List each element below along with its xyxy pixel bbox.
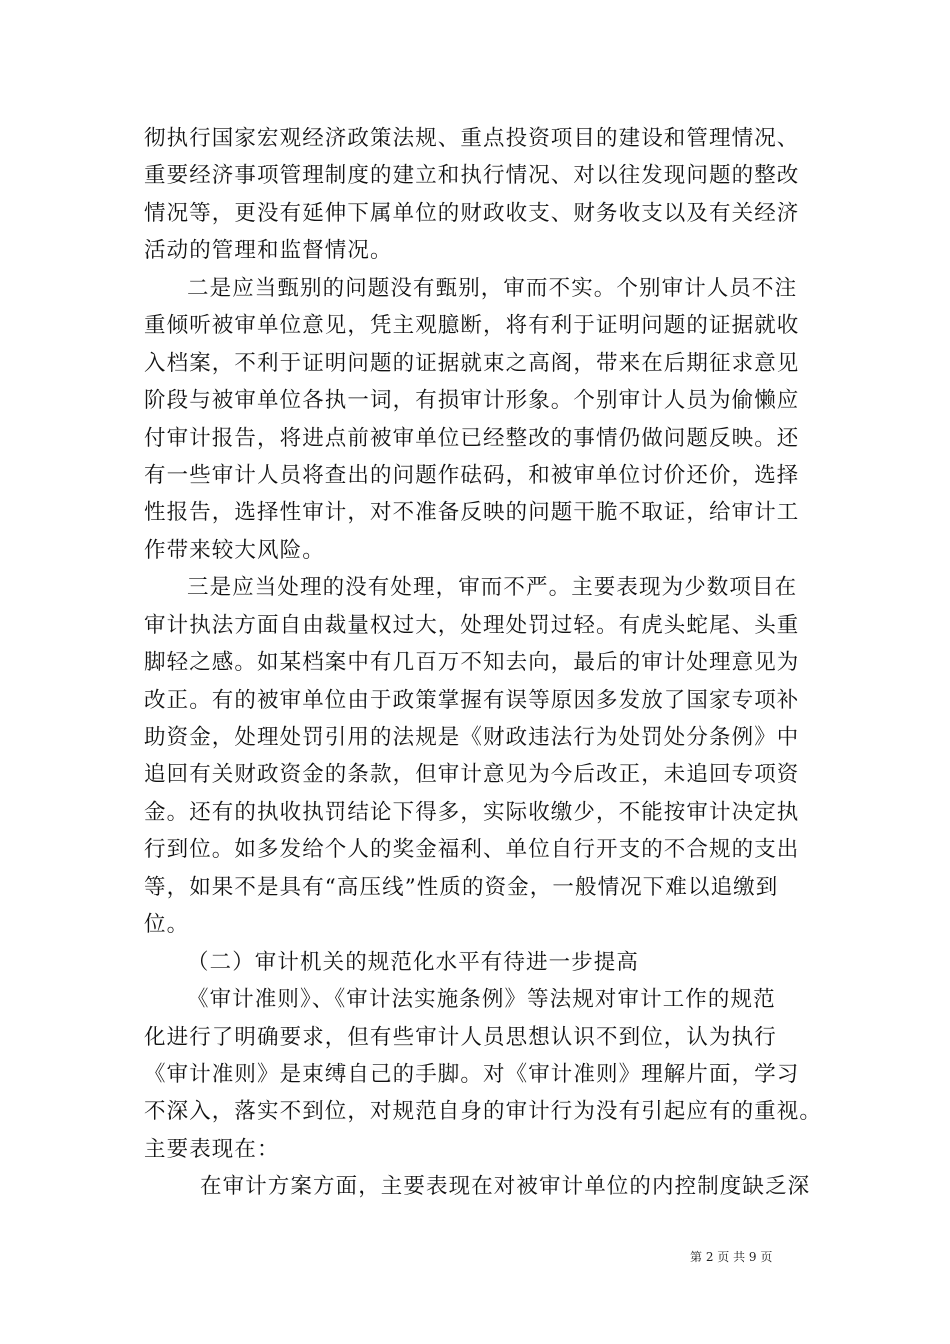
page-number: 第 2 页 共 9 页 (690, 1250, 773, 1264)
text-line: （二）审计机关的规范化水平有待进一步提高 (187, 949, 640, 975)
text-line: 审计执法方面自由裁量权过大，处理处罚过轻。有虎头蛇尾、头重 (144, 612, 800, 638)
paragraph (144, 944, 809, 981)
text-line: 化进行了明确要求，但有些审计人员思想认识不到位，认为执行 (144, 1024, 777, 1050)
paragraph (144, 569, 809, 943)
text-line: 作带来较大风险。 (144, 537, 325, 563)
text-line: 改正。有的被审单位由于政策掌握有误等原因多发放了国家专项补 (144, 687, 800, 713)
text-line: 位。 (144, 912, 190, 938)
text-line: 脚轻之感。如某档案中有几百万不知去向，最后的审计处理意见为 (144, 650, 800, 676)
text-line: 等，如果不是具有“高压线”性质的资金，一般情况下难以追缴到 (144, 874, 779, 900)
text-line: 《审计准则》、《审计法实施条例》等法规对审计工作的规范 (187, 987, 776, 1013)
text-line: 行到位。如多发给个人的奖金福利、单位自行开支的不合规的支出 (144, 837, 800, 863)
text-line: 三是应当处理的没有处理，审而不严。主要表现为少数项目在 (187, 575, 798, 601)
text-line: 重倾听被审单位意见，凭主观臆断，将有利于证明问题的证据就收 (144, 313, 800, 339)
text-line: 入档案，不利于证明问题的证据就束之高阁，带来在后期征求意见 (144, 350, 800, 376)
paragraph (144, 1168, 809, 1205)
paragraph (144, 981, 823, 1168)
text-line: 性报告，选择性审计，对不准备反映的问题干脆不取证，给审计工 (144, 500, 800, 526)
text-line: 追回有关财政资金的条款，但审计意见为今后改正，未追回专项资 (144, 762, 800, 788)
text-line: 不深入，落实不到位，对规范自身的审计行为没有引起应有的重视。 (144, 1099, 823, 1125)
text-line: 《审计准则》是束缚自己的手脚。对《审计准则》理解片面，学习 (144, 1061, 800, 1087)
document-body (144, 120, 823, 1206)
text-line: 有一些审计人员将查出的问题作砝码，和被审单位讨价还价，选择 (144, 462, 800, 488)
paragraph (144, 120, 809, 270)
text-line: 二是应当甄别的问题没有甄别，审而不实。个别审计人员不注 (187, 275, 798, 301)
text-line: 主要表现在： (144, 1136, 280, 1162)
text-line: 活动的管理和监督情况。 (144, 238, 393, 264)
text-line: 重要经济事项管理制度的建立和执行情况、对以往发现问题的整改 (144, 163, 800, 189)
text-line: 情况等，更没有延伸下属单位的财政收支、财务收支以及有关经济 (144, 200, 800, 226)
text-line: 付审计报告，将进点前被审单位已经整改的事情仍做问题反映。还 (144, 425, 800, 451)
text-line: 在审计方案方面，主要表现在对被审计单位的内控制度缺乏深 (200, 1174, 811, 1200)
text-line: 阶段与被审单位各执一词，有损审计形象。个别审计人员为偷懒应 (144, 388, 800, 414)
text-line: 金。还有的执收执罚结论下得多，实际收缴少，不能按审计决定执 (144, 799, 800, 825)
text-line: 彻执行国家宏观经济政策法规、重点投资项目的建设和管理情况、 (144, 126, 800, 151)
text-line: 助资金，处理处罚引用的法规是《财政违法行为处罚处分条例》中 (144, 725, 800, 750)
paragraph (144, 270, 809, 570)
